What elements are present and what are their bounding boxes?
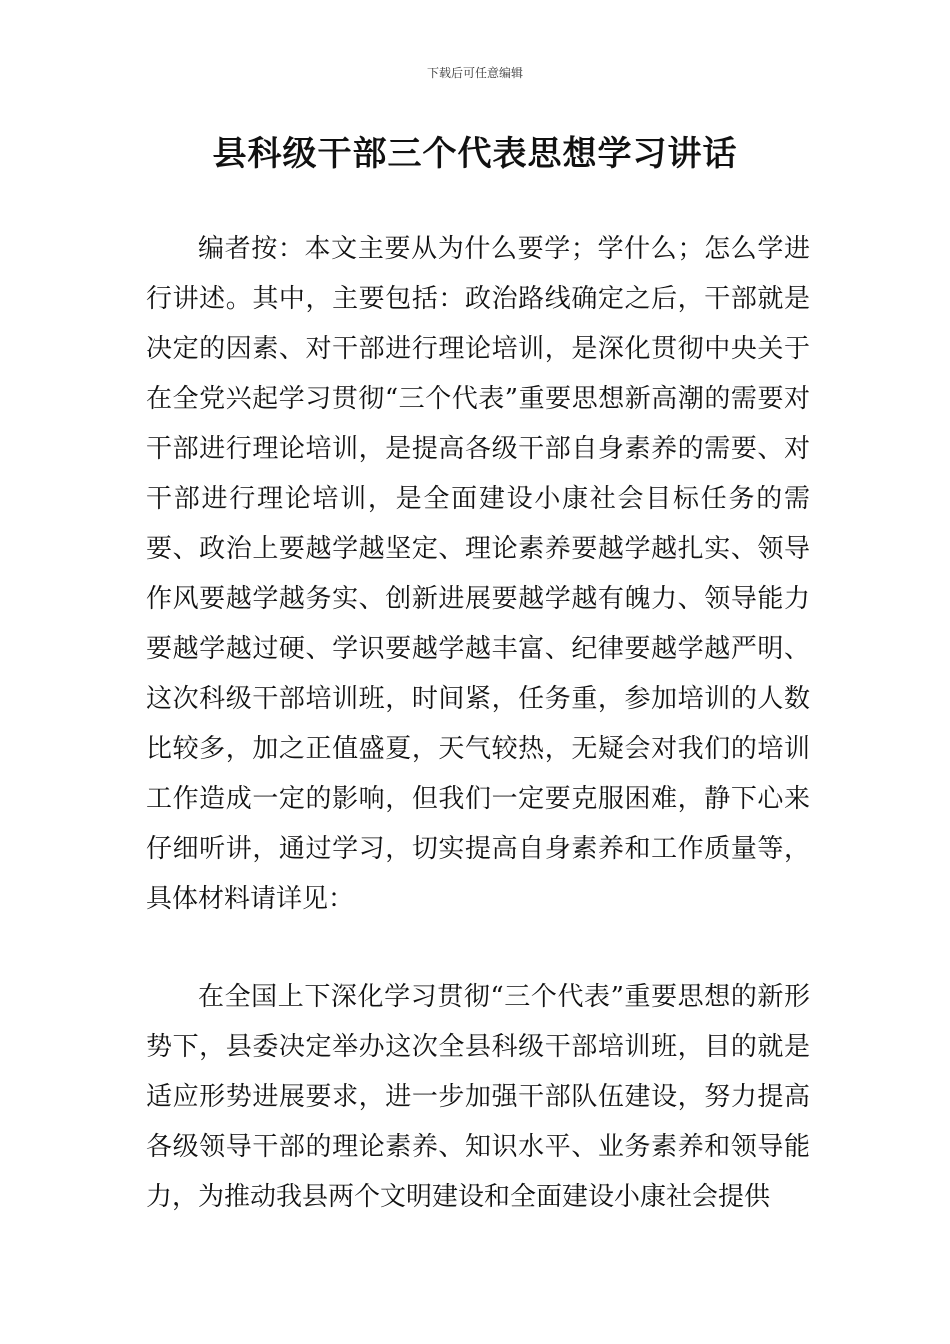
body-paragraph: 在全国上下深化学习贯彻“三个代表”重要思想的新形势下，县委决定举办这次全县科级干部培训班，目的就是适应形势进展要求，进一步加强干部队伍建设，努力提高各级领导干部的理论素养、知识水平、业务素养和领导能力，为推动我县两个文明建设和全面建设小康社会提供 (146, 982, 810, 1212)
document-title: 县科级干部三个代表思想学习讲话 (212, 134, 738, 174)
header-note: 下载后可任意编辑 (426, 66, 523, 80)
editor-note-paragraph: 编者按：本文主要从为什么要学；学什么；怎么学进行讲述。其中，主要包括：政治路线确定之后，干部就是决定的因素、对干部进行理论培训，是深化贯彻中央关于在全党兴起学习贯彻“三个代表”重要思想新高潮的需要对干部进行理论培训，是提高各级干部自身素养的需要、对干部进行理论培训，是全面建设小康社会目标任务的需要、政治上要越学越坚定、理论素养要越学越扎实、领导作风要越学越务实、创新进展要越学越有魄力、领导能力要越学越过硬、学识要越学越丰富、纪律要越学越严明、这次科级干部培训班，时间紧，任务重，参加培训的人数比较多，加之正值盛夏，天气较热，无疑会对我们的培训工作造成一定的影响，但我们一定要克服困难，静下心来仔细听讲，通过学习，切实提高自身素养和工作质量等，具体材料请详见： (146, 234, 810, 914)
